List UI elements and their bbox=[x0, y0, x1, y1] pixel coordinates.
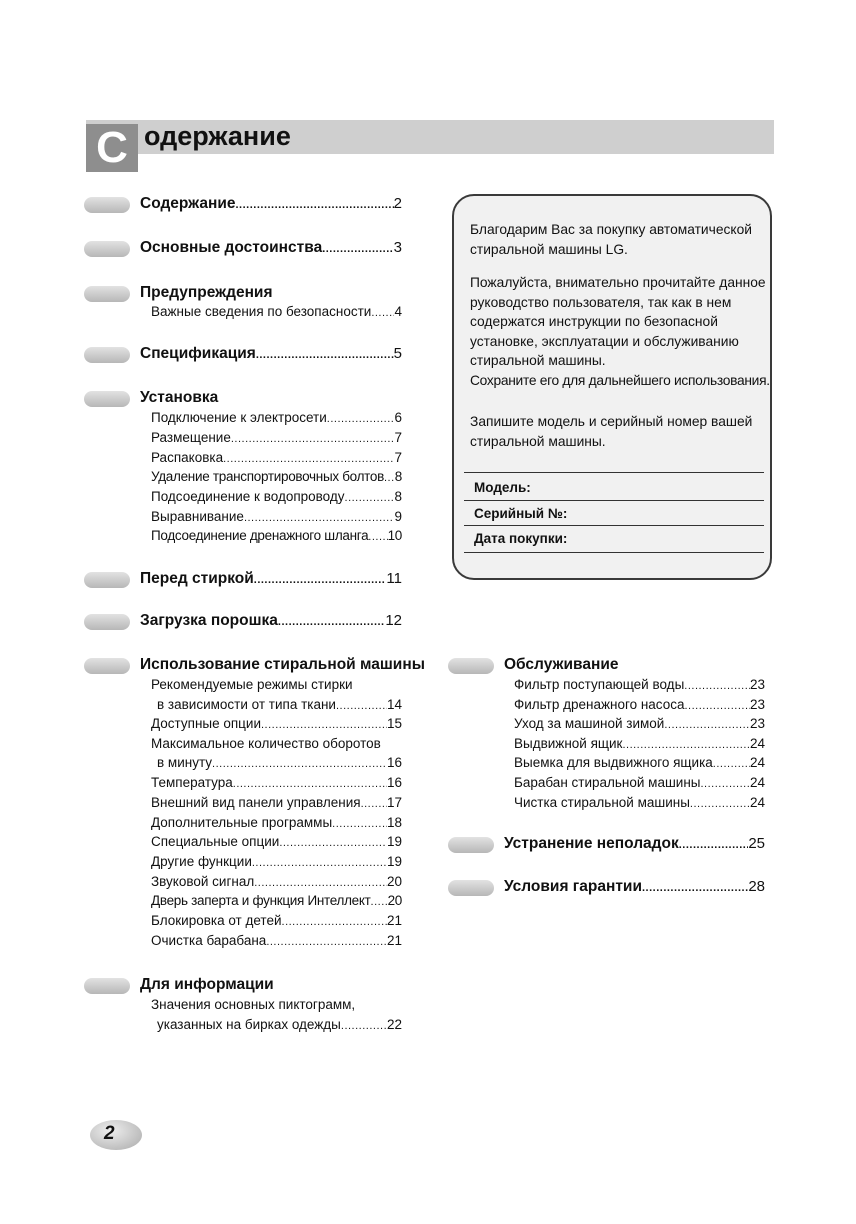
toc-entry-page: 5 bbox=[393, 345, 402, 362]
header-initial-letter: C bbox=[86, 124, 138, 172]
toc-subentry[interactable]: Фильтр дренажного насоса ..... 23 bbox=[514, 697, 765, 712]
divider bbox=[464, 500, 764, 501]
toc-entry-warranty[interactable] bbox=[504, 878, 765, 896]
date-field-label: Дата покупки: bbox=[474, 531, 568, 546]
toc-subentry[interactable]: в зависимости от типа ткани ..... 14 bbox=[157, 697, 402, 712]
toc-entry-before-washing[interactable] bbox=[140, 570, 402, 588]
toc-subentry[interactable]: Очистка барабана ..... 21 bbox=[151, 933, 402, 948]
toc-subentry[interactable]: Фильтр поступающей воды ..... 23 bbox=[514, 677, 765, 692]
divider bbox=[464, 552, 764, 553]
bullet-pill bbox=[448, 837, 494, 853]
toc-section-warnings[interactable]: Предупреждения bbox=[140, 284, 273, 301]
toc-subentry[interactable]: Уход за машиной зимой ..... 23 bbox=[514, 716, 765, 731]
toc-entry-page: 12 bbox=[385, 612, 402, 629]
page-number-badge bbox=[90, 1120, 142, 1150]
toc-entry-features[interactable] bbox=[140, 239, 402, 257]
bullet-pill bbox=[84, 197, 130, 213]
page-title: одержание bbox=[144, 121, 291, 151]
bullet-pill bbox=[84, 572, 130, 588]
toc-entry-title: Содержание bbox=[140, 195, 236, 212]
bullet-pill bbox=[84, 391, 130, 407]
toc-subentry[interactable]: Подключение к электросети ..... 6 bbox=[151, 410, 402, 425]
toc-entry-specs[interactable] bbox=[140, 345, 402, 363]
toc-subentry-line1: Значения основных пиктограмм, bbox=[151, 997, 356, 1012]
bullet-pill bbox=[448, 658, 494, 674]
info-paragraph-2: Пожалуйста, внимательно прочитайте данное руководство пользователя, так как в нем содержатся инструкции по безопасной установке, эксплуатации и обслуживанию стиральной машины. Сохраните его для дальнейшего использования. bbox=[470, 275, 770, 388]
toc-subentry-line1: Рекомендуемые режимы стирки bbox=[151, 677, 353, 692]
toc-subentry[interactable]: Распаковка ..... 7 bbox=[151, 450, 402, 465]
toc-entry-title: Загрузка порошка bbox=[140, 612, 278, 629]
bullet-pill bbox=[84, 241, 130, 257]
bullet-pill bbox=[84, 978, 130, 994]
toc-subentry[interactable]: Другие функции ..... 19 bbox=[151, 854, 402, 869]
toc-subentry[interactable]: Звуковой сигнал ..... 20 bbox=[151, 874, 402, 889]
toc-entry-title: Спецификация bbox=[140, 345, 256, 362]
toc-subentry[interactable]: Размещение ..... 7 bbox=[151, 430, 402, 445]
divider bbox=[464, 472, 764, 473]
divider bbox=[464, 525, 764, 526]
toc-section-info[interactable]: Для информации bbox=[140, 976, 274, 993]
toc-section-install[interactable]: Установка bbox=[140, 389, 219, 406]
bullet-pill bbox=[84, 614, 130, 630]
toc-subentry[interactable]: Чистка стиральной машины ..... 24 bbox=[514, 795, 765, 810]
toc-entry-contents[interactable] bbox=[140, 195, 402, 213]
toc-entry-page: 25 bbox=[748, 835, 765, 852]
toc-subentry[interactable]: Выравнивание ..... 9 bbox=[151, 509, 402, 524]
toc-entry-page: 2 bbox=[393, 195, 402, 212]
serial-field-label: Серийный №: bbox=[474, 506, 568, 521]
bullet-pill bbox=[448, 880, 494, 896]
page-number: 2 bbox=[104, 1123, 115, 1144]
bullet-pill bbox=[84, 286, 130, 302]
toc-entry-title: Устранение неполадок bbox=[504, 835, 679, 852]
info-paragraph-1: Благодарим Вас за покупку автоматической стиральной машины LG. bbox=[470, 222, 752, 257]
toc-subentry[interactable]: Удаление транспортировочных болтов ..... 8 bbox=[151, 469, 402, 484]
toc-subentry[interactable]: Специальные опции ..... 19 bbox=[151, 834, 402, 849]
toc-subentry[interactable]: Барабан стиральной машины ..... 24 bbox=[514, 775, 765, 790]
toc-subentry[interactable]: Внешний вид панели управления ..... 17 bbox=[151, 795, 402, 810]
toc-subentry[interactable]: в минуту ..... 16 bbox=[157, 755, 402, 770]
toc-entry-troubleshooting[interactable] bbox=[504, 835, 765, 853]
thank-you-box bbox=[452, 194, 772, 580]
toc-subentry[interactable]: Дополнительные программы ..... 18 bbox=[151, 815, 402, 830]
toc-entry-detergent[interactable] bbox=[140, 612, 402, 630]
toc-subentry[interactable]: Выемка для выдвижного ящика ..... 24 bbox=[514, 755, 765, 770]
toc-subentry[interactable]: Выдвижной ящик ..... 24 bbox=[514, 736, 765, 751]
toc-subentry[interactable]: Подсоединение дренажного шланга ..... 10 bbox=[151, 528, 402, 543]
model-field-label: Модель: bbox=[474, 480, 531, 495]
toc-subentry[interactable]: Важные сведения по безопасности ..... 4 bbox=[151, 304, 402, 319]
toc-subentry-line1: Максимальное количество оборотов bbox=[151, 736, 381, 751]
toc-entry-page: 3 bbox=[393, 239, 402, 256]
toc-subentry[interactable]: Температура ..... 16 bbox=[151, 775, 402, 790]
toc-subentry[interactable]: Блокировка от детей ..... 21 bbox=[151, 913, 402, 928]
info-paragraph-3: Запишите модель и серийный номер вашей стиральной машины. bbox=[470, 414, 753, 449]
toc-subentry[interactable]: Подсоединение к водопроводу ..... 8 bbox=[151, 489, 402, 504]
toc-entry-page: 28 bbox=[748, 878, 765, 895]
toc-subentry[interactable]: Дверь заперта и функция Интеллект ..... 20 bbox=[151, 893, 402, 908]
bullet-pill bbox=[84, 347, 130, 363]
toc-entry-title: Перед стиркой bbox=[140, 570, 254, 587]
toc-entry-page: 11 bbox=[386, 570, 402, 587]
toc-section-service[interactable]: Обслуживание bbox=[504, 656, 619, 673]
toc-section-usage[interactable]: Использование стиральной машины bbox=[140, 656, 425, 673]
toc-subentry[interactable]: Доступные опции ..... 15 bbox=[151, 716, 402, 731]
toc-entry-title: Основные достоинства bbox=[140, 239, 323, 256]
bullet-pill bbox=[84, 658, 130, 674]
toc-entry-title: Условия гарантии bbox=[504, 878, 642, 895]
toc-subentry[interactable]: указанных на бирках одежды ..... 22 bbox=[157, 1017, 402, 1032]
